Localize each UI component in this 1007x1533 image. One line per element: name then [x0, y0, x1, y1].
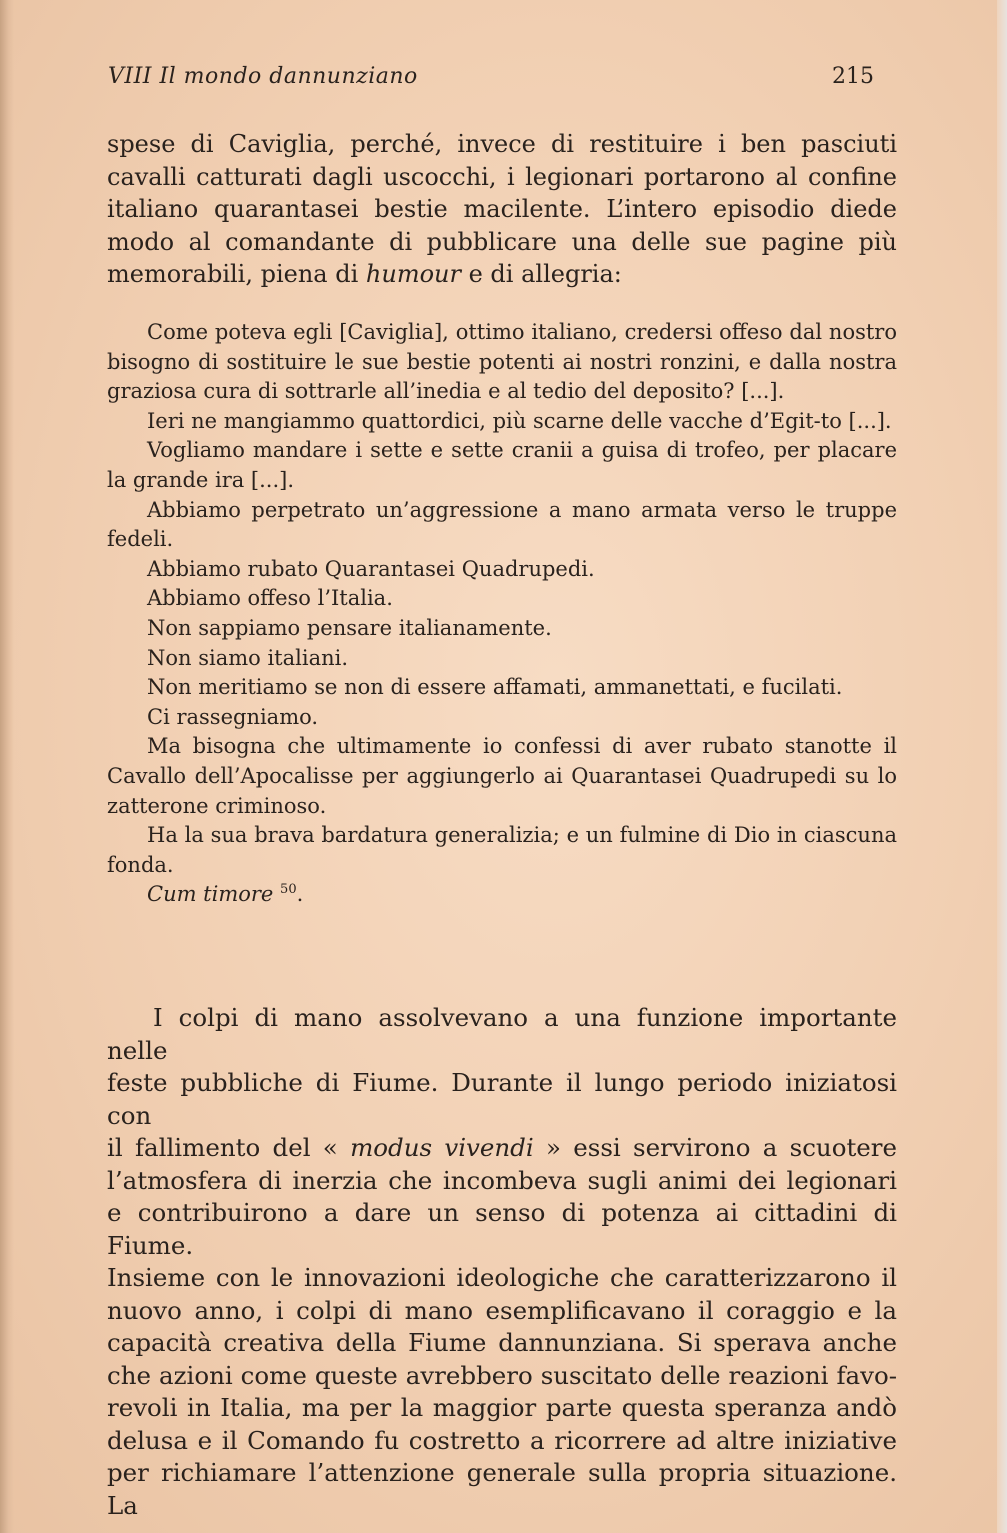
quote-paragraph: Abbiamo rubato Quarantasei Quadrupedi. [147, 556, 595, 581]
main-emphasis: modus vivendi [350, 1133, 534, 1162]
footnote-reference: 50 [280, 882, 297, 898]
quote-paragraph: Ieri ne mangiammo quattordici, più scarne delle vacche d’Egit-to [...]. [147, 408, 892, 433]
main-text: il fallimento del « [107, 1133, 351, 1162]
quote-paragraph: Abbiamo perpetrato un’aggressione a mano armata verso le truppe fedeli. [107, 497, 897, 552]
quote-paragraph: Vogliamo mandare i sette e sette cranii a guisa di trofeo, per placare la grande ira [...]. [107, 438, 897, 492]
main-line [107, 1132, 897, 1165]
quote-paragraph: Come poteva egli [Caviglia], ottimo italiano, credersi offeso dal nostro bisogno di sostituire le sue bestie potenti ai nostri ronzini, e dalla nostra graziosa cura di sottrarle all’inedia e al tedio del deposito? [...]. [107, 320, 897, 404]
main-line: nuovo anno, i colpi di mano esemplificavano il coraggio e la [107, 1295, 897, 1325]
main-text: » essi servirono a scuotere [533, 1133, 897, 1162]
intro-text: e di allegria: [460, 260, 622, 288]
main-line: feste pubbliche di Fiume. Durante il lungo periodo iniziatosi con [107, 1068, 897, 1130]
main-line: l’atmosfera di inerzia che incombeva sugli animi dei legionari [107, 1165, 897, 1195]
intro-line: cavalli catturati dagli uscocchi, i legionari portarono al confine [107, 162, 897, 191]
intro-text: memorabili, piena di [107, 260, 366, 288]
quote-closing-period: . [296, 882, 304, 907]
quote-closing-italic: Cum timore [147, 882, 274, 907]
intro-line: italiano quarantasei bestie macilente. L’intero episodio diede [107, 195, 897, 223]
quote-paragraph: Abbiamo offeso l’Italia. [147, 586, 393, 611]
quote-paragraph: Ha la sua brava bardatura generalizia; e un fulmine di Dio in ciascuna fonda. [107, 823, 897, 877]
page-number: 215 [832, 64, 874, 89]
intro-line: modo al comandante di pubblicare una delle sue pagine più [107, 227, 897, 256]
main-line: I colpi di mano assolvevano a una funzione importante nelle [107, 1003, 897, 1065]
page-binding-shadow [0, 0, 14, 1533]
main-line: e contribuirono a dare un senso di potenza ai cittadini di Fiume. [107, 1198, 897, 1260]
page-right-margin [997, 0, 1007, 1533]
intro-paragraph [107, 128, 897, 291]
intro-line [107, 258, 897, 291]
intro-emphasis: humour [365, 260, 461, 288]
main-line: che azioni come queste avrebbero suscitato delle reazioni favo- [107, 1360, 897, 1390]
quote-paragraph: Ci rassegniamo. [147, 704, 319, 729]
intro-line: spese di Caviglia, perché, invece di restituire i ben pasciuti [107, 130, 897, 158]
quote-paragraph: Non siamo italiani. [147, 645, 349, 670]
quote-closing [107, 880, 897, 910]
quote-paragraph: Non meritiamo se non di essere affamati, ammanettati, e fucilati. [147, 675, 843, 700]
running-head: VIII Il mondo dannunziano [108, 64, 418, 89]
quote-paragraph: Non sappiamo pensare italianamente. [147, 615, 552, 640]
main-line: Insieme con le innovazioni ideologiche che caratterizzarono il [107, 1263, 897, 1292]
block-quotation [107, 318, 897, 910]
quote-paragraph: Ma bisogna che ultimamente io confessi di aver rubato stanotte il Cavallo dell’Apocalisse per aggiungerlo ai Quarantasei Quadrupedi su lo zatterone criminoso. [107, 734, 897, 818]
main-line: delusa e il Comando fu costretto a ricorrere ad altre iniziative [107, 1425, 897, 1455]
main-line: capacità creativa della Fiume dannunziana. Si sperava anche [107, 1328, 897, 1357]
main-line: per richiamare l’attenzione generale sulla propria situazione. La [107, 1458, 897, 1520]
main-line: revoli in Italia, ma per la maggior parte questa speranza andò [107, 1393, 897, 1422]
main-paragraph [107, 1002, 897, 1522]
